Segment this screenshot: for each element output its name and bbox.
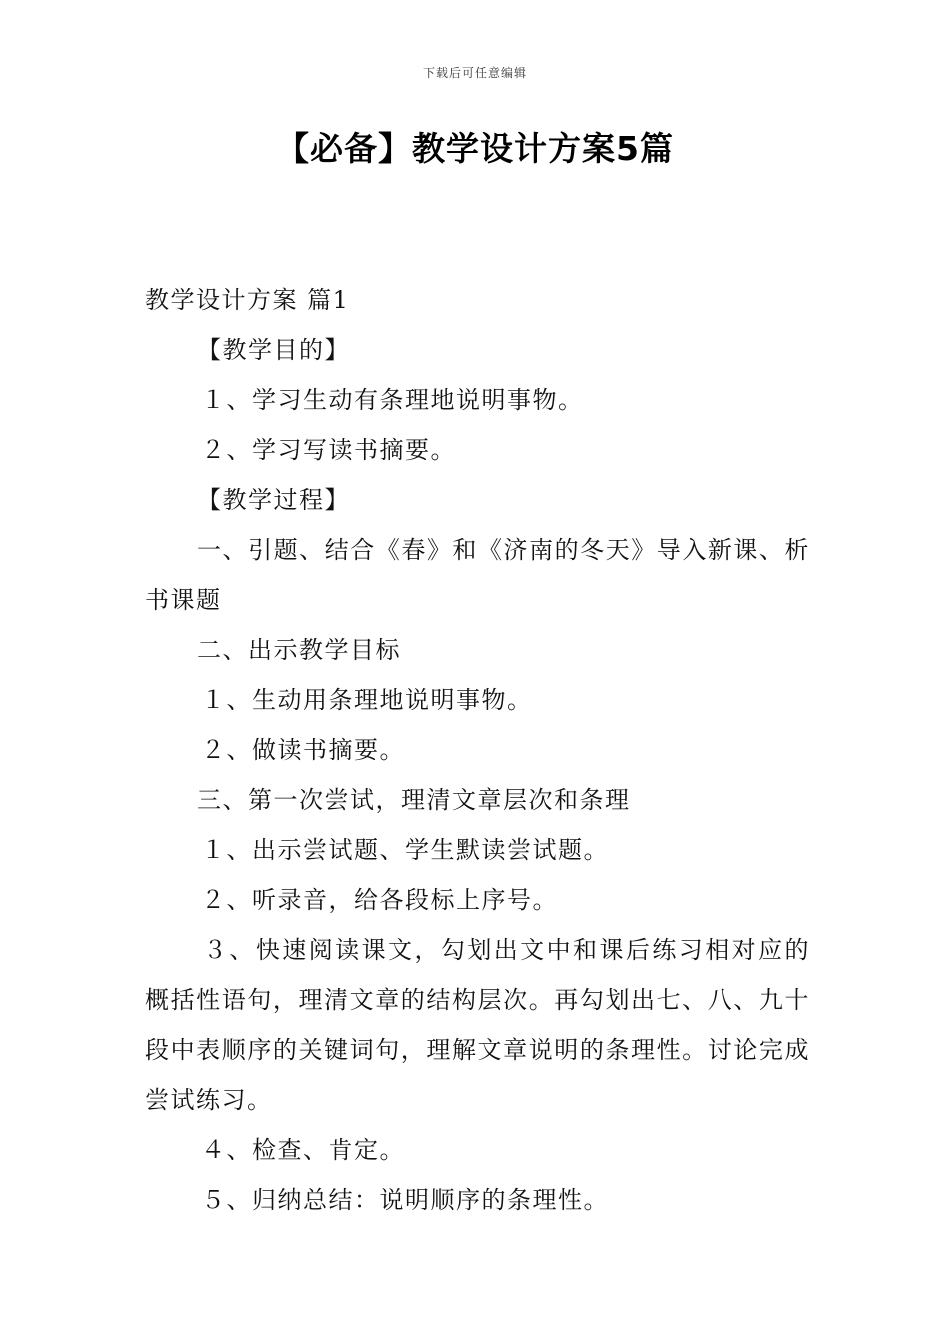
paragraph: ２、听录音，给各段标上序号。 (201, 886, 558, 914)
paragraph: １、出示尝试题、学生默读尝试题。 (201, 836, 609, 864)
section-heading: 教学设计方案 篇1 (145, 286, 350, 314)
paragraph: ５、归纳总结：说明顺序的条理性。 (201, 1186, 609, 1214)
paragraph: １、生动用条理地说明事物。 (201, 686, 533, 714)
paragraph: 【教学过程】 (197, 486, 350, 514)
paragraph: ４、检查、肯定。 (201, 1136, 405, 1164)
document-body (145, 275, 810, 1225)
paragraph: ２、做读书摘要。 (201, 736, 405, 764)
page-header-note: 下载后可任意编辑 (422, 66, 527, 80)
paragraph: ２、学习写读书摘要。 (201, 436, 456, 464)
paragraph: 二、出示教学目标 (197, 636, 401, 664)
paragraph: 一、引题、结合《春》和《济南的冬天》导入新课、析书课题 (145, 536, 810, 614)
paragraph: ３、快速阅读课文，勾划出文中和课后练习相对应的概括性语句，理清文章的结构层次。再勾划出七、八、九十段中表顺序的关键词句，理解文章说明的条理性。讨论完成尝试练习。 (145, 936, 810, 1114)
paragraph: 【教学目的】 (197, 336, 350, 364)
paragraph: 三、第一次尝试，理清文章层次和条理 (197, 786, 631, 814)
document-title: 【必备】教学设计方案5篇 (276, 129, 674, 168)
paragraph: １、学习生动有条理地说明事物。 (201, 386, 584, 414)
